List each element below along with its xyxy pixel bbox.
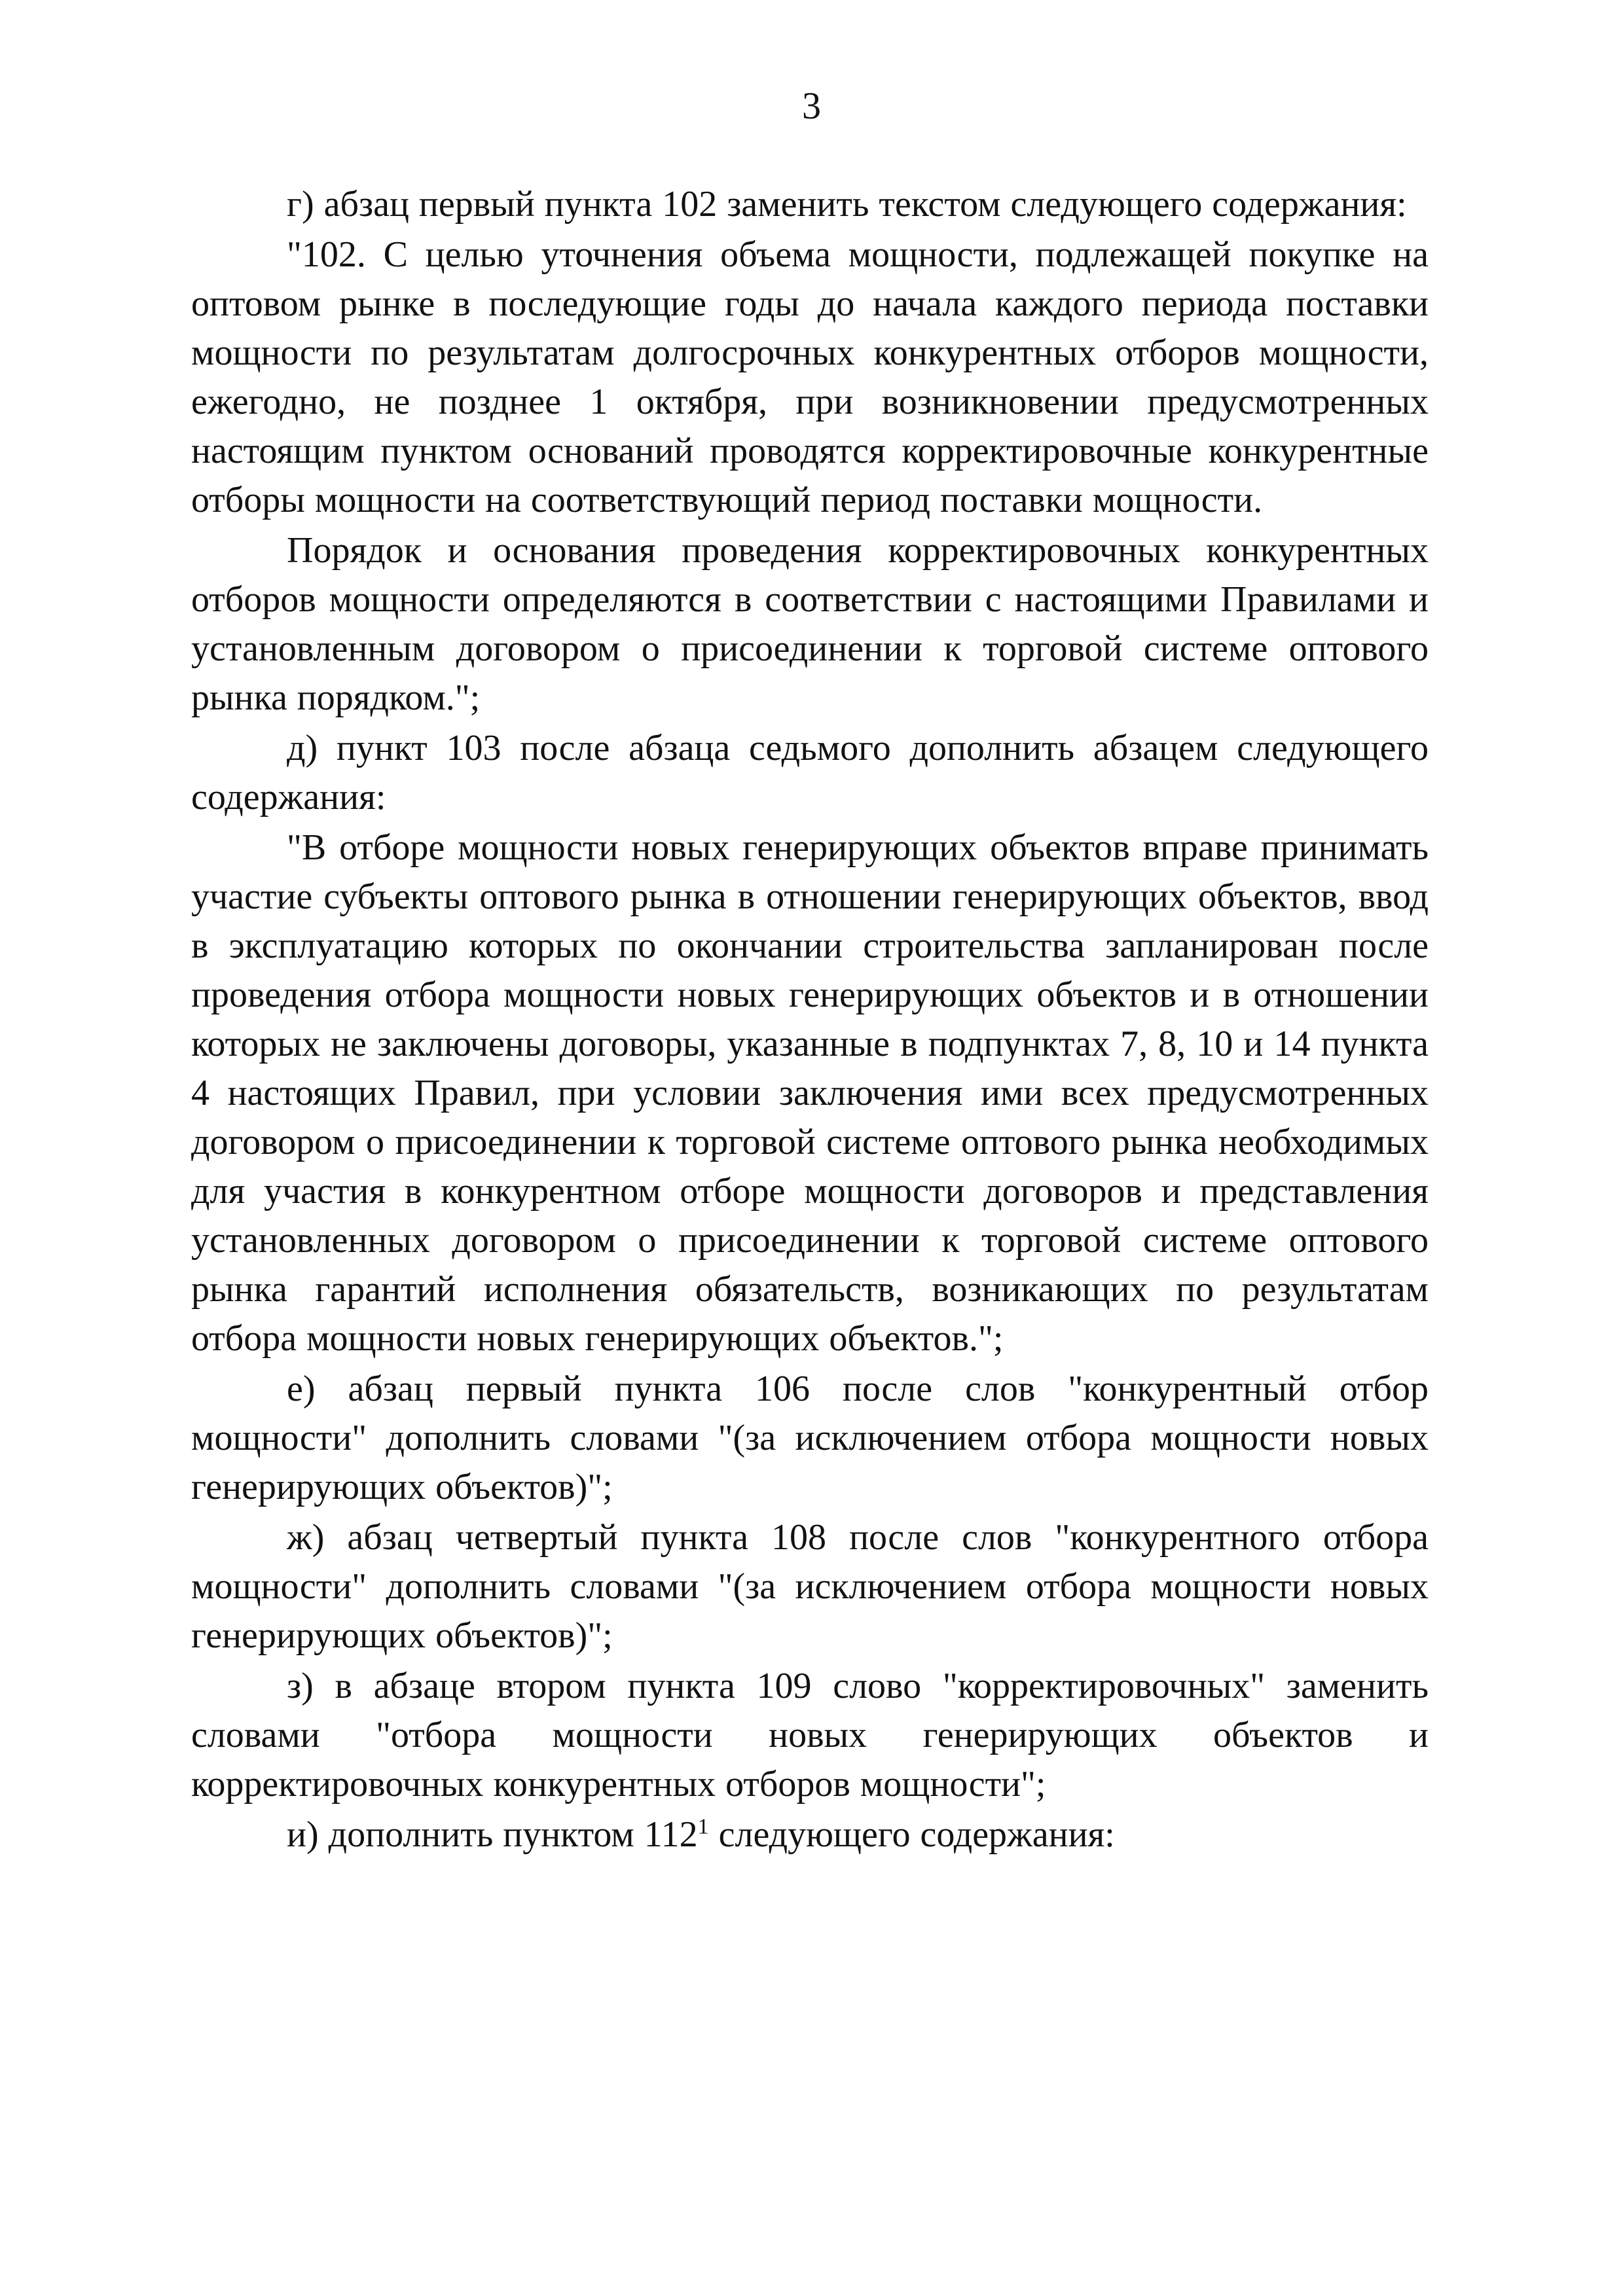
paragraph-zh: ж) абзац четвертый пункта 108 после слов "конкурентного отбора мощности" дополнить словами "(за исключением отбора мощности новых генерирующих объектов)";: [191, 1517, 1429, 1656]
paragraph-d: д) пункт 103 после абзаца седьмого дополнить абзацем следующего содержания:: [191, 728, 1429, 817]
document-body: [191, 180, 1429, 1861]
paragraph-i-text: и) дополнить пунктом 112: [287, 1814, 698, 1855]
page-number: 3: [802, 84, 821, 127]
paragraph-quote-selection: "В отборе мощности новых генерирующих объектов вправе принимать участие субъекты оптового рынка в отношении генерирующих объектов, ввод в эксплуатацию которых по окончании строительства запланирован после проведения отбора мощности новых генерирующих объектов и в отношении которых не заключены договоры, указанные в подпунктах 7, 8, 10 и 14 пункта 4 настоящих Правил, при условии заключения ими всех предусмотренных договором о присоединении к торговой системе оптового рынка необходимых для участия в конкурентном отборе мощности договоров и представления установленных договором о присоединении к торговой системе оптового рынка гарантий исполнения обязательств, возникающих по результатам отбора мощности новых генерирующих объектов.";: [191, 827, 1429, 1359]
paragraph-quote-102: "102. С целью уточнения объема мощности, подлежащей покупке на оптовом рынке в последующие годы до начала каждого периода поставки мощности по результатам долгосрочных конкурентных отборов мощности, ежегодно, не позднее 1 октября, при возникновении предусмотренных настоящим пунктом оснований проводятся корректировочные конкурентные отборы мощности на соответствующий период поставки мощности.: [191, 234, 1429, 520]
paragraph-i-tail: следующего содержания:: [708, 1814, 1115, 1855]
paragraph-e: е) абзац первый пункта 106 после слов "конкурентный отбор мощности" дополнить словами "(за исключением отбора мощности новых генерирующих объектов)";: [191, 1369, 1429, 1507]
paragraph-g: г) абзац первый пункта 102 заменить текстом следующего содержания:: [287, 184, 1407, 224]
paragraph-procedure: Порядок и основания проведения корректировочных конкурентных отборов мощности определяются в соответствии с настоящими Правилами и установленным договором о присоединении к торговой системе оптового рынка порядком.";: [191, 530, 1429, 718]
paragraph-z: з) в абзаце втором пункта 109 слово "корректировочных" заменить словами "отбора мощности новых генерирующих объектов и корректировочных конкурентных отборов мощности";: [191, 1666, 1429, 1804]
paragraph-i: [191, 1810, 1429, 1859]
superscript-number: 1: [697, 1814, 709, 1839]
